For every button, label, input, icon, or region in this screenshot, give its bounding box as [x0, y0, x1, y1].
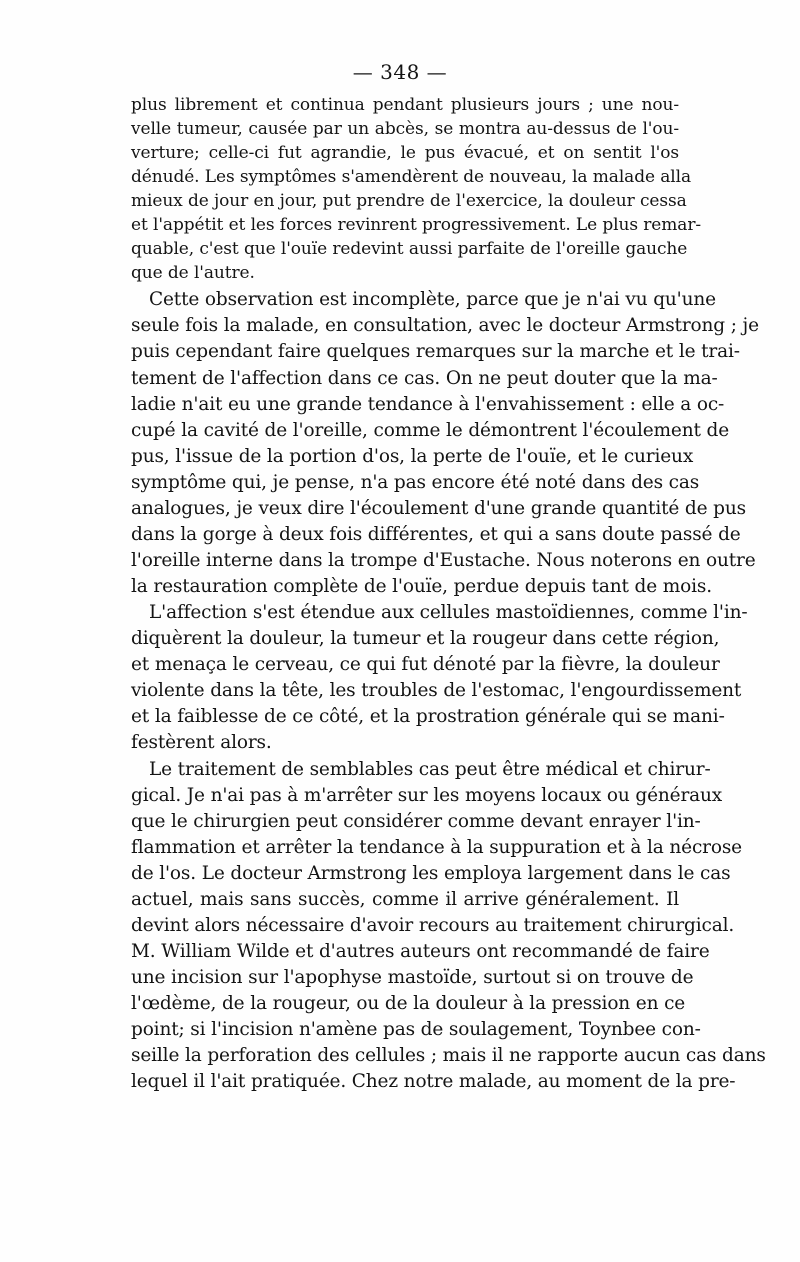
text-line: symptôme qui, je pense, n'a pas encore été noté dans des cas	[131, 472, 700, 493]
text-line: flammation et arrêter la tendance à la suppuration et à la nécrose	[131, 837, 742, 858]
text-line: la restauration complète de l'ouïe, perdue depuis tant de mois.	[131, 576, 712, 597]
text-line: verture; celle-ci fut agrandie, le pus évacué, et on sentit l'os	[131, 143, 679, 163]
page-number-header: — 348 —	[352, 60, 448, 84]
text-line: et l'appétit et les forces revinrent progressivement. Le plus remar-	[131, 215, 701, 235]
text-line: que le chirurgien peut considérer comme devant enrayer l'in-	[131, 811, 701, 832]
text-line: Le traitement de semblables cas peut être médical et chirur-	[149, 759, 711, 780]
text-line: ladie n'ait eu une grande tendance à l'envahissement : elle a oc-	[131, 394, 725, 415]
text-line: dénudé. Les symptômes s'amendèrent de nouveau, la malade alla	[131, 167, 691, 187]
text-line: devint alors nécessaire d'avoir recours au traitement chirurgical.	[131, 915, 735, 936]
text-line: lequel il l'ait pratiquée. Chez notre malade, au moment de la pre-	[131, 1071, 736, 1092]
text-line: tement de l'affection dans ce cas. On ne peut douter que la ma-	[131, 368, 718, 389]
text-line: mieux de jour en jour, put prendre de l'exercice, la douleur cessa	[131, 191, 687, 211]
text-line: Cette observation est incomplète, parce que je n'ai vu qu'une	[149, 289, 716, 310]
text-line: dans la gorge à deux fois différentes, et qui a sans doute passé de	[131, 524, 741, 545]
text-line: seille la perforation des cellules ; mais il ne rapporte aucun cas dans	[131, 1045, 766, 1066]
text-line: velle tumeur, causée par un abcès, se montra au-dessus de l'ou-	[131, 119, 679, 139]
text-line: cupé la cavité de l'oreille, comme le démontrent l'écoulement de	[131, 420, 730, 441]
text-line: l'œdème, de la rougeur, ou de la douleur à la pression en ce	[131, 993, 686, 1014]
text-line: festèrent alors.	[131, 732, 272, 753]
text-line: puis cependant faire quelques remarques sur la marche et le trai-	[131, 341, 740, 362]
text-line: que de l'autre.	[131, 263, 255, 283]
text-line: violente dans la tête, les troubles de l'estomac, l'engourdissement	[131, 680, 742, 701]
text-line: pus, l'issue de la portion d'os, la perte de l'ouïe, et le curieux	[131, 446, 694, 467]
text-line: point; si l'incision n'amène pas de soulagement, Toynbee con-	[131, 1019, 701, 1040]
text-line: plus librement et continua pendant plusieurs jours ; une nou-	[131, 95, 679, 115]
text-line: analogues, je veux dire l'écoulement d'une grande quantité de pus	[131, 498, 746, 519]
text-line: quable, c'est que l'ouïe redevint aussi parfaite de l'oreille gauche	[131, 239, 688, 259]
text-line: diquèrent la douleur, la tumeur et la rougeur dans cette région,	[131, 628, 720, 649]
text-line: actuel, mais sans succès, comme il arrive généralement. Il	[131, 889, 679, 910]
text-line: L'affection s'est étendue aux cellules mastoïdiennes, comme l'in-	[149, 602, 748, 623]
text-line: et la faiblesse de ce côté, et la prostration générale qui se mani-	[131, 706, 725, 727]
text-line: et menaça le cerveau, ce qui fut dénoté par la fièvre, la douleur	[131, 654, 720, 675]
text-line: une incision sur l'apophyse mastoïde, surtout si on trouve de	[131, 967, 694, 988]
text-line: l'oreille interne dans la trompe d'Eustache. Nous noterons en outre	[131, 550, 756, 571]
text-line: seule fois la malade, en consultation, avec le docteur Armstrong ; je	[131, 315, 759, 336]
text-line: de l'os. Le docteur Armstrong les employa largement dans le cas	[131, 863, 731, 884]
text-line: gical. Je n'ai pas à m'arrêter sur les moyens locaux ou généraux	[131, 785, 723, 806]
text-line: M. William Wilde et d'autres auteurs ont recommandé de faire	[131, 941, 710, 962]
